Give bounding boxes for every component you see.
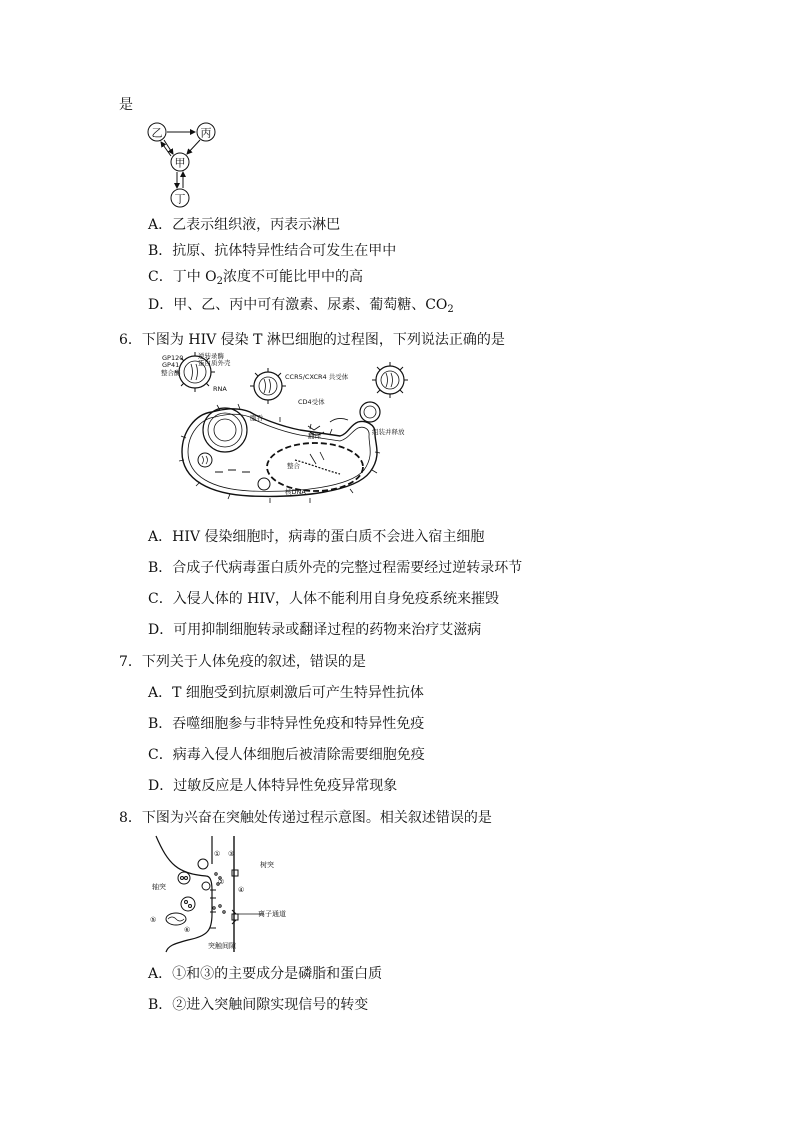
label-coreceptor: CCR5/CXCR4 共受体	[285, 373, 349, 381]
q8-option-b: B．②进入突触间隙实现信号的转变	[148, 997, 369, 1013]
q7-option-d: D．过敏反应是人体特异性免疫异常现象	[148, 778, 398, 794]
hiv-infection-diagram	[160, 352, 430, 507]
label-ion-channel: 离子通道	[258, 910, 286, 918]
label-assembly: 组装并释放	[372, 428, 405, 436]
node-bing: 丙	[200, 126, 212, 140]
marker-4: ④	[238, 886, 245, 894]
label-cd4: CD4受体	[298, 398, 325, 406]
label-axon: 轴突	[152, 883, 166, 891]
q5-stem-tail: 是	[119, 97, 133, 113]
node-jia: 甲	[174, 156, 186, 170]
q7-stem: 7．下列关于人体免疫的叙述，错误的是	[119, 654, 366, 670]
q8-stem: 8．下图为兴奋在突触处传递过程示意图。相关叙述错误的是	[119, 810, 492, 826]
q5-option-d: D．甲、乙、丙中可有激素、尿素、葡萄糖、$CO_2$	[148, 297, 454, 315]
q5-option-c: C．丁中 $O_2$浓度不可能比甲中的高	[148, 269, 364, 287]
q7-option-a: A．T 细胞受到抗原刺激后可产生特异性抗体	[148, 685, 424, 701]
q8-option-a: A．①和③的主要成分是磷脂和蛋白质	[148, 966, 383, 982]
q6-stem: 6．下图为 HIV 侵染 T 淋巴细胞的过程图，下列说法正确的是	[119, 332, 505, 348]
label-capsid: 蛋白质外壳	[198, 359, 231, 367]
label-integrase: 整合酶	[161, 369, 181, 377]
label-synaptic-cleft: 突触间隙	[208, 942, 236, 950]
q7-option-b: B．吞噬细胞参与非特异性免疫和特异性免疫	[148, 716, 425, 732]
label-gp120: GP120	[162, 354, 184, 362]
marker-6: ⑥	[184, 926, 191, 934]
node-ding: 丁	[174, 192, 186, 206]
marker-1: ①	[214, 850, 221, 858]
marker-3: ③	[228, 850, 235, 858]
q6-option-b: B．合成子代病毒蛋白质外壳的完整过程需要经过逆转录环节	[148, 560, 523, 576]
label-phagocytosis: 胞吞	[250, 414, 263, 422]
marker-2: ②	[218, 878, 225, 886]
q5-option-a: A．乙表示组织液，丙表示淋巴	[148, 217, 341, 233]
q6-option-d: D．可用抑制细胞转录或翻译过程的药物来治疗艾滋病	[148, 622, 482, 638]
synapse-diagram	[148, 834, 308, 954]
marker-5: ⑤	[150, 916, 157, 924]
q6-option-a: A．HIV 侵染细胞时，病毒的蛋白质不会进入宿主细胞	[148, 529, 485, 545]
label-rna: RNA	[213, 385, 227, 393]
label-gp41: GP41	[162, 361, 180, 369]
q5-diagram	[140, 118, 230, 214]
label-translation: 翻译	[308, 432, 321, 440]
q6-option-c: C．入侵人体的 HIV，人体不能利用自身免疫系统来摧毁	[148, 591, 500, 607]
q7-option-c: C．病毒入侵人体细胞后被清除需要细胞免疫	[148, 747, 425, 763]
label-reverse-transcriptase: 逆转录酶	[198, 352, 224, 360]
label-integrate: 整合	[287, 462, 300, 470]
q5-option-b: B．抗原、抗体特异性结合可发生在甲中	[148, 243, 397, 259]
label-dendrite: 树突	[260, 861, 274, 869]
node-yi: 乙	[151, 126, 163, 140]
label-nuclear-dna: 核DNA	[285, 488, 306, 496]
